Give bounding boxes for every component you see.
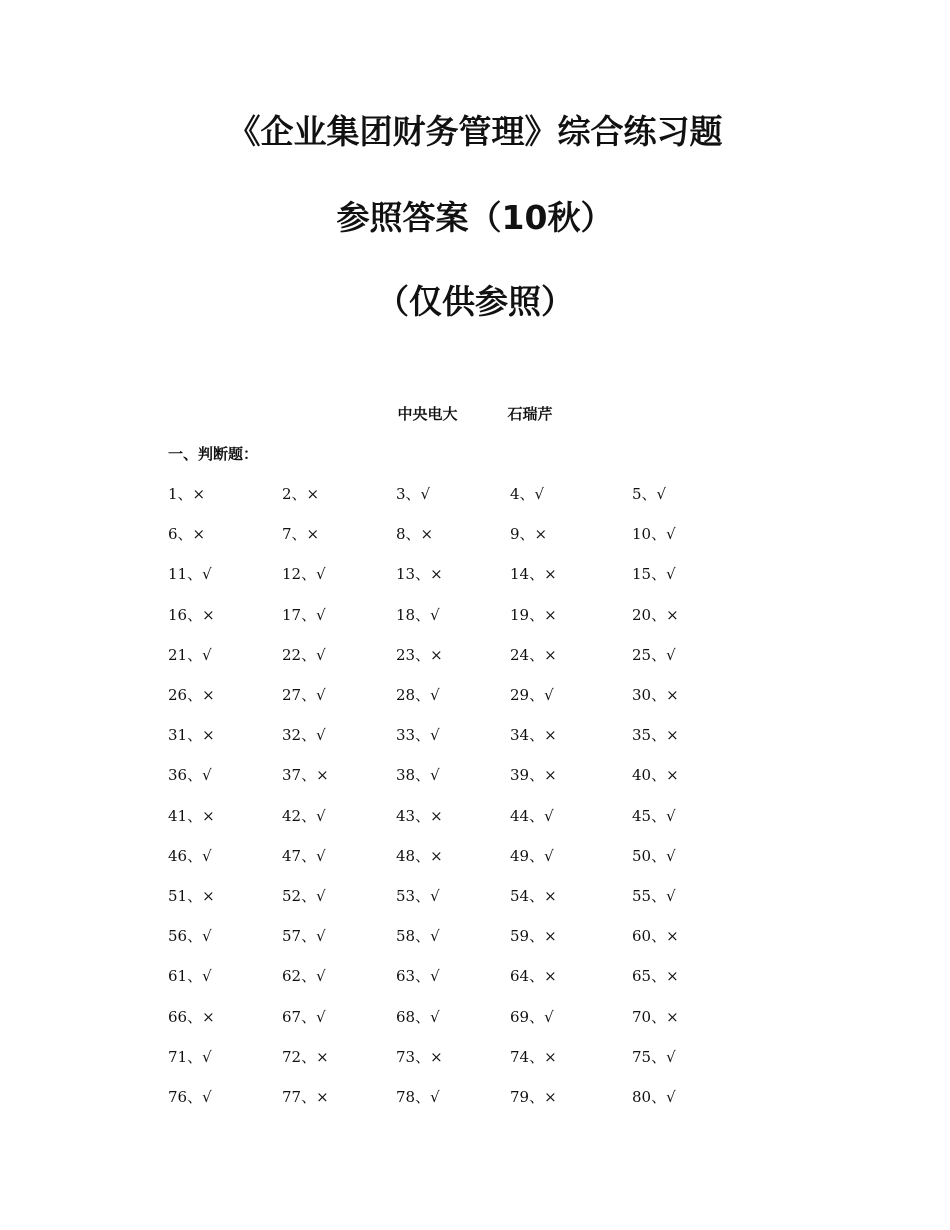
answer-item: 39、× — [510, 766, 557, 785]
institution-name: 中央电大 — [397, 405, 458, 423]
answer-item: 49、√ — [510, 846, 554, 865]
answer-item: 41、× — [168, 806, 215, 825]
answer-item: 38、√ — [396, 766, 440, 785]
answer-item: 10、√ — [632, 525, 676, 544]
answer-row — [168, 715, 808, 755]
answer-item: 80、√ — [632, 1087, 676, 1106]
answer-item: 18、√ — [396, 605, 440, 624]
answer-item: 20、× — [632, 605, 679, 624]
answer-item: 46、√ — [168, 846, 212, 865]
answer-item: 32、√ — [282, 726, 326, 745]
answer-item: 52、√ — [282, 886, 326, 905]
answer-item: 12、√ — [282, 565, 326, 584]
answer-item: 3、√ — [396, 485, 431, 504]
answer-item: 67、√ — [282, 1007, 326, 1026]
answer-row — [168, 554, 808, 594]
answer-item: 63、√ — [396, 967, 440, 986]
answer-item: 45、√ — [632, 806, 676, 825]
answer-row — [168, 595, 808, 635]
document-subtitle: 参照答案（10秋） — [336, 198, 614, 237]
answer-item: 51、× — [168, 886, 215, 905]
answer-item: 54、× — [510, 886, 557, 905]
answer-item: 37、× — [282, 766, 329, 785]
answer-row — [168, 514, 808, 554]
answer-row — [168, 675, 808, 715]
answer-item: 40、× — [632, 766, 679, 785]
answer-item: 69、√ — [510, 1007, 554, 1026]
answer-item: 11、√ — [168, 565, 212, 584]
answer-item: 59、× — [510, 927, 557, 946]
answer-item: 31、× — [168, 726, 215, 745]
answer-row — [168, 956, 808, 996]
answer-item: 4、√ — [510, 485, 545, 504]
answer-item: 74、× — [510, 1047, 557, 1066]
answer-row — [168, 474, 808, 514]
answer-item: 25、√ — [632, 645, 676, 664]
answer-item: 1、× — [168, 485, 206, 504]
answer-item: 79、× — [510, 1087, 557, 1106]
answer-item: 60、× — [632, 927, 679, 946]
author-line — [0, 404, 950, 424]
answer-item: 22、√ — [282, 645, 326, 664]
answer-item: 30、× — [632, 686, 679, 705]
answer-item: 42、√ — [282, 806, 326, 825]
answer-item: 68、√ — [396, 1007, 440, 1026]
answer-row — [168, 1037, 808, 1077]
answer-item: 77、× — [282, 1087, 329, 1106]
answer-item: 36、√ — [168, 766, 212, 785]
answer-item: 26、× — [168, 686, 215, 705]
answer-item: 73、× — [396, 1047, 443, 1066]
answer-item: 15、√ — [632, 565, 676, 584]
answer-item: 27、√ — [282, 686, 326, 705]
document-note: （仅供参照） — [376, 282, 574, 321]
answer-item: 35、× — [632, 726, 679, 745]
answer-item: 64、× — [510, 967, 557, 986]
answer-item: 55、√ — [632, 886, 676, 905]
answer-item: 58、√ — [396, 927, 440, 946]
answer-row — [168, 876, 808, 916]
answer-item: 29、√ — [510, 686, 554, 705]
author-name: 石瑞芹 — [507, 405, 553, 423]
answer-item: 70、× — [632, 1007, 679, 1026]
answer-item: 7、× — [282, 525, 320, 544]
answer-item: 16、× — [168, 605, 215, 624]
answer-item: 76、√ — [168, 1087, 212, 1106]
answer-row — [168, 635, 808, 675]
answer-item: 21、√ — [168, 645, 212, 664]
answer-grid — [168, 474, 808, 1117]
answer-item: 50、√ — [632, 846, 676, 865]
answer-item: 28、√ — [396, 686, 440, 705]
answer-row — [168, 755, 808, 795]
answer-item: 8、× — [396, 525, 434, 544]
answer-row — [168, 796, 808, 836]
answer-item: 13、× — [396, 565, 443, 584]
answer-item: 9、× — [510, 525, 548, 544]
answer-item: 14、× — [510, 565, 557, 584]
section-heading: 一、判断题： — [168, 445, 259, 463]
answer-row — [168, 916, 808, 956]
answer-item: 47、√ — [282, 846, 326, 865]
answer-item: 48、× — [396, 846, 443, 865]
answer-item: 2、× — [282, 485, 320, 504]
answer-item: 62、√ — [282, 967, 326, 986]
answer-item: 6、× — [168, 525, 206, 544]
answer-item: 33、√ — [396, 726, 440, 745]
answer-item: 66、× — [168, 1007, 215, 1026]
answer-item: 72、× — [282, 1047, 329, 1066]
answer-item: 78、√ — [396, 1087, 440, 1106]
answer-item: 23、× — [396, 645, 443, 664]
answer-item: 24、× — [510, 645, 557, 664]
answer-item: 75、√ — [632, 1047, 676, 1066]
answer-item: 61、√ — [168, 967, 212, 986]
answer-item: 44、√ — [510, 806, 554, 825]
answer-row — [168, 1077, 808, 1117]
answer-row — [168, 836, 808, 876]
answer-item: 53、√ — [396, 886, 440, 905]
answer-item: 57、√ — [282, 927, 326, 946]
document-title: 《企业集团财务管理》综合练习题 — [227, 112, 723, 151]
answer-item: 56、√ — [168, 927, 212, 946]
answer-item: 65、× — [632, 967, 679, 986]
answer-row — [168, 996, 808, 1036]
answer-item: 43、× — [396, 806, 443, 825]
answer-item: 71、√ — [168, 1047, 212, 1066]
answer-item: 19、× — [510, 605, 557, 624]
answer-item: 17、√ — [282, 605, 326, 624]
answer-item: 5、√ — [632, 485, 667, 504]
answer-item: 34、× — [510, 726, 557, 745]
